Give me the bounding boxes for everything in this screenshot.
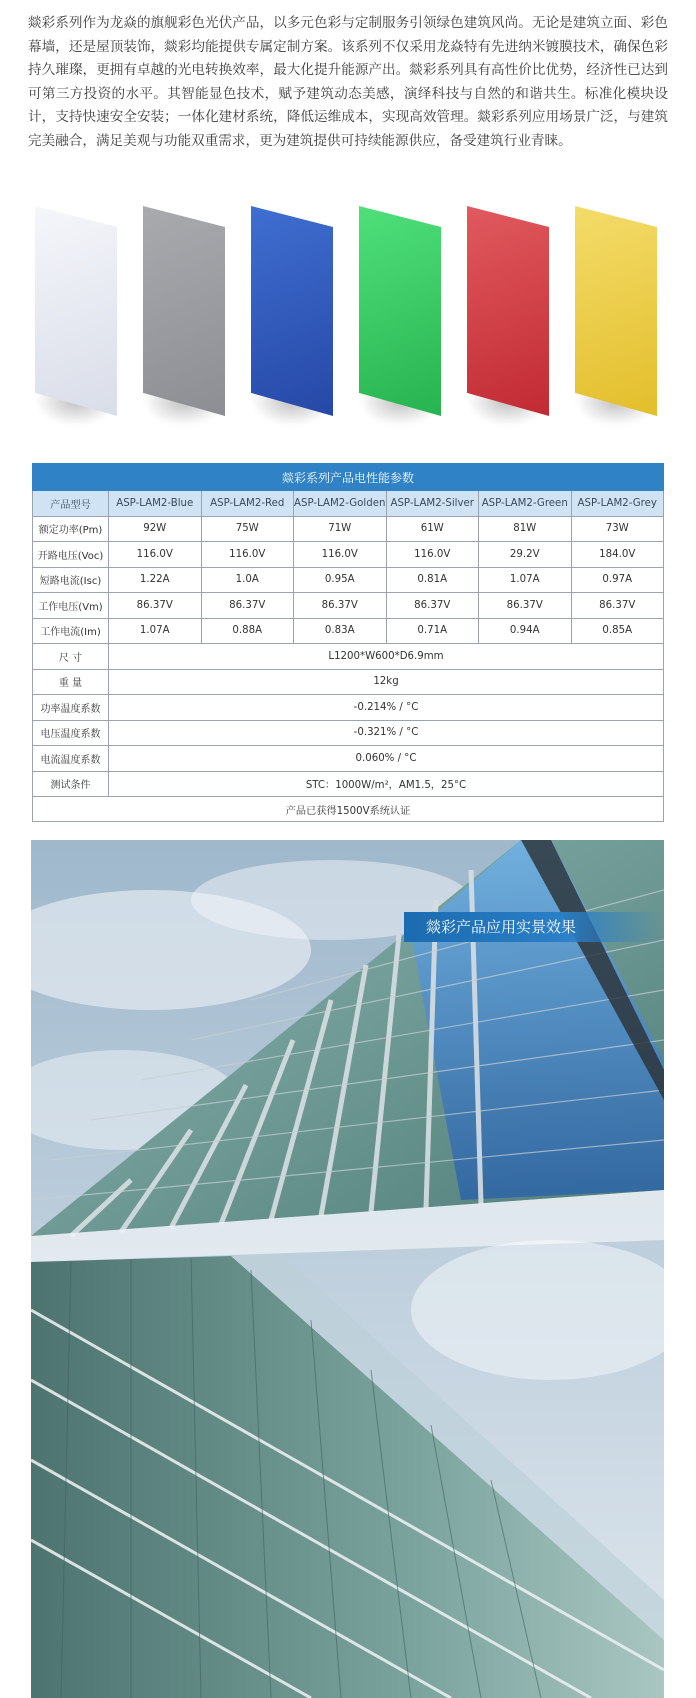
table-row [33,618,664,644]
table-cell: 116.0V [201,542,294,568]
table-row [33,746,664,772]
table-cell: 86.37V [294,593,387,619]
table-cell: 92W [109,516,202,542]
spec-table [32,463,664,822]
row-label: 重 量 [33,669,109,695]
table-cell: 0.97A [571,567,664,593]
table-cell: 116.0V [386,542,479,568]
swatch-blue [251,206,333,416]
row-label: 工作电压(Vm) [33,593,109,619]
building-illustration [31,840,664,1698]
table-cell: 0.94A [479,618,572,644]
table-row [33,542,664,568]
row-label: 电流温度系数 [33,746,109,772]
certification-note: 产品已获得1500V系统认证 [33,797,664,822]
table-cell: 0.83A [294,618,387,644]
table-cell: 61W [386,516,479,542]
swatch-golden [575,206,657,416]
table-row [33,516,664,542]
model-header: ASP-LAM2-Red [201,491,294,517]
table-cell: 0.81A [386,567,479,593]
table-cell: 86.37V [201,593,294,619]
row-label: 测试条件 [33,771,109,797]
table-cell: 29.2V [479,542,572,568]
table-row [33,771,664,797]
application-photo [31,840,664,1698]
table-row [33,720,664,746]
photo-caption-banner: 燚彩产品应用实景效果 [404,912,664,942]
table-cell: 1.22A [109,567,202,593]
table-cell: L1200*W600*D6.9mm [109,644,664,670]
model-header: ASP-LAM2-Silver [386,491,479,517]
row-label: 开路电压(Voc) [33,542,109,568]
model-label: 产品型号 [33,491,109,517]
model-header: ASP-LAM2-Golden [294,491,387,517]
spec-table-wrap [32,463,664,822]
swatch-silver [35,206,117,416]
table-cell: 184.0V [571,542,664,568]
table-cell: 75W [201,516,294,542]
table-row [33,593,664,619]
table-cell: 81W [479,516,572,542]
row-label: 短路电流(Isc) [33,567,109,593]
table-cell: 86.37V [479,593,572,619]
row-label: 额定功率(Pm) [33,516,109,542]
table-cell: 116.0V [109,542,202,568]
intro-paragraph: 燚彩系列作为龙焱的旗舰彩色光伏产品，以多元色彩与定制服务引领绿色建筑风尚。无论是建筑立面、彩色幕墙，还是屋顶装饰，燚彩均能提供专属定制方案。该系列不仅采用龙焱特有先进纳米镀膜技术，确保色彩持久璀璨，更拥有卓越的光电转换效率，最大化提升能源产出。燚彩系列具有高性价比优势，经济性已达到可第三方投资的水平。其智能显色技术，赋予建筑动态美感，演绎科技与自然的和谐共生。标准化模块设计，支持快速安全安装；一体化建材系统，降低运维成本，实现高效管理。燚彩系列应用场景广泛，与建筑完美融合，满足美观与功能双重需求，更为建筑提供可持续能源供应，备受建筑行业青睐。 [28,15,668,149]
table-cell: 0.71A [386,618,479,644]
color-swatches [0,200,696,430]
table-cell: 0.95A [294,567,387,593]
table-row [33,669,664,695]
table-cell: 1.07A [109,618,202,644]
table-cell: 0.88A [201,618,294,644]
table-cell: 0.85A [571,618,664,644]
table-cell: 0.060% / °C [109,746,664,772]
table-cell: STC：1000W/m²，AM1.5，25°C [109,771,664,797]
table-footer-row [33,797,664,822]
table-cell: 86.37V [109,593,202,619]
swatch-red [467,206,549,416]
table-cell: 1.0A [201,567,294,593]
model-header: ASP-LAM2-Green [479,491,572,517]
table-title: 燚彩系列产品电性能参数 [33,464,664,491]
table-row [33,567,664,593]
model-header: ASP-LAM2-Grey [571,491,664,517]
row-label: 工作电流(Im) [33,618,109,644]
table-cell: 73W [571,516,664,542]
table-cell: -0.214% / °C [109,695,664,721]
table-cell: -0.321% / °C [109,720,664,746]
table-cell: 116.0V [294,542,387,568]
table-header-row [33,491,664,517]
model-header: ASP-LAM2-Blue [109,491,202,517]
table-row [33,695,664,721]
swatch-grey [143,206,225,416]
table-row [33,644,664,670]
row-label: 尺 寸 [33,644,109,670]
table-cell: 12kg [109,669,664,695]
table-cell: 1.07A [479,567,572,593]
table-cell: 71W [294,516,387,542]
row-label: 电压温度系数 [33,720,109,746]
row-label: 功率温度系数 [33,695,109,721]
table-cell: 86.37V [571,593,664,619]
table-cell: 86.37V [386,593,479,619]
swatch-green [359,206,441,416]
